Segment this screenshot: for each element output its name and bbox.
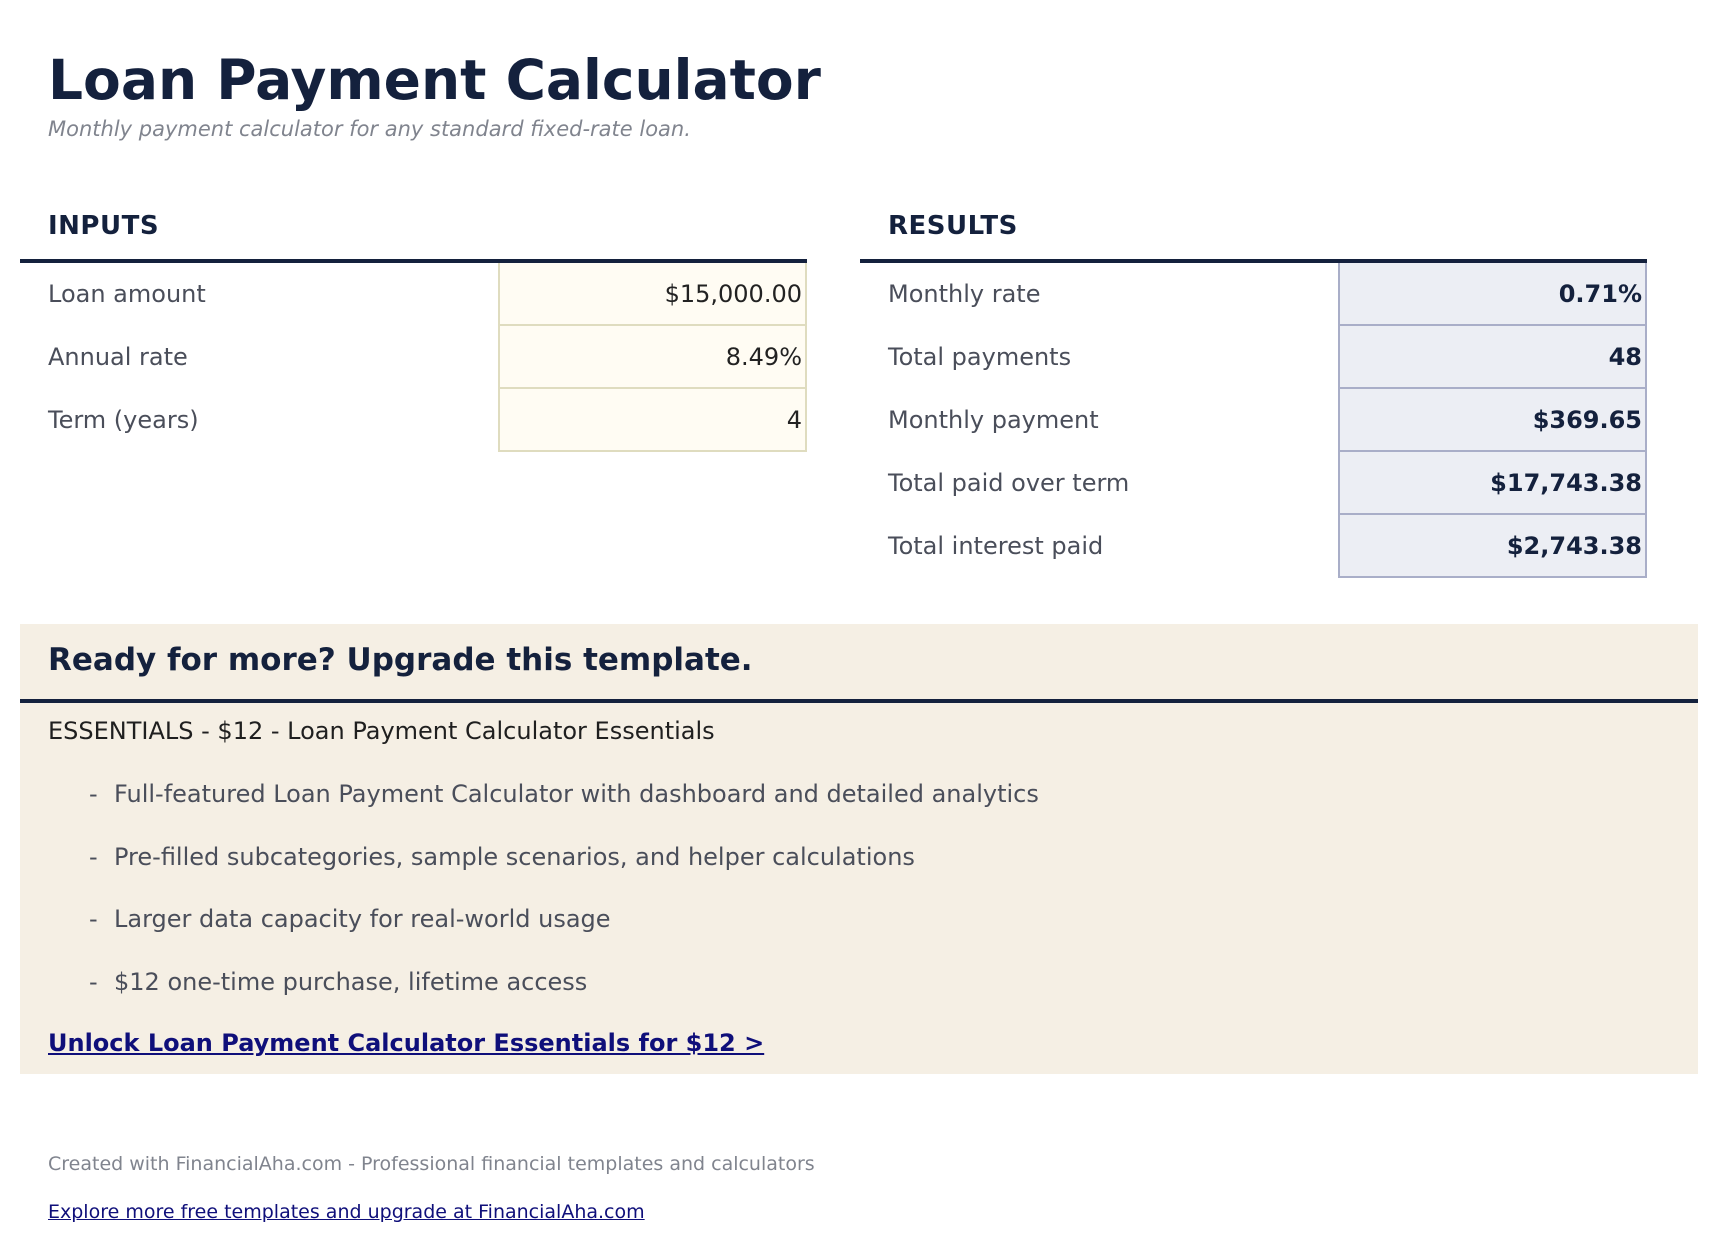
footer-credit: Created with FinancialAha.com - Professional financial templates and calculators [48, 1153, 815, 1175]
bullet-dash-icon: - [89, 967, 98, 996]
monthly-payment-value: $369.65 [1338, 389, 1647, 452]
bullet-dash-icon: - [89, 842, 98, 871]
total-payments-value: 48 [1338, 326, 1647, 389]
input-label: Term (years) [48, 406, 199, 434]
feature-text: Full-featured Loan Payment Calculator with dashboard and detailed analytics [114, 780, 1039, 808]
bullet-dash-icon: - [89, 780, 98, 808]
feature-text: Larger data capacity for real-world usage [114, 905, 611, 933]
upgrade-divider [20, 699, 1698, 703]
input-row-term-years [20, 389, 807, 452]
result-label: Total interest paid [888, 532, 1104, 560]
upgrade-heading: Ready for more? Upgrade this template. [48, 642, 753, 678]
input-row-annual-rate [20, 326, 807, 389]
result-label: Monthly payment [888, 406, 1099, 434]
result-label: Total paid over term [888, 469, 1130, 497]
result-label: Total payments [888, 343, 1072, 371]
input-row-loan-amount [20, 263, 807, 326]
result-row-total-payments [860, 326, 1647, 389]
feature-text: $12 one-time purchase, lifetime access [114, 967, 588, 996]
inputs-table [20, 259, 807, 452]
result-row-monthly-payment [860, 389, 1647, 452]
total-paid-value: $17,743.38 [1338, 452, 1647, 515]
result-row-total-interest [860, 515, 1647, 578]
monthly-rate-value: 0.71% [1338, 263, 1647, 326]
inputs-section-title: INPUTS [48, 211, 160, 241]
input-label: Annual rate [48, 343, 188, 371]
upgrade-panel [20, 624, 1698, 1074]
result-label: Monthly rate [888, 280, 1041, 308]
page-title: Loan Payment Calculator [48, 47, 821, 112]
footer-explore-link[interactable]: Explore more free templates and upgrade at FinancialAha.com [48, 1201, 645, 1223]
bullet-dash-icon: - [89, 905, 98, 933]
input-label: Loan amount [48, 280, 206, 308]
results-section-title: RESULTS [888, 211, 1018, 241]
total-interest-value: $2,743.38 [1338, 515, 1647, 578]
annual-rate-input[interactable]: 8.49% [498, 326, 807, 389]
term-years-input[interactable]: 4 [498, 389, 807, 452]
loan-amount-input[interactable]: $15,000.00 [498, 263, 807, 326]
result-row-monthly-rate [860, 263, 1647, 326]
essentials-tier-line: ESSENTIALS - $12 - Loan Payment Calculator Essentials [48, 717, 715, 745]
results-table [860, 259, 1647, 578]
feature-text: Pre-filled subcategories, sample scenarios, and helper calculations [114, 842, 915, 871]
unlock-essentials-link[interactable]: Unlock Loan Payment Calculator Essentials for $12 > [48, 1029, 765, 1057]
result-row-total-paid [860, 452, 1647, 515]
page-subtitle: Monthly payment calculator for any standard fixed-rate loan. [48, 117, 691, 141]
